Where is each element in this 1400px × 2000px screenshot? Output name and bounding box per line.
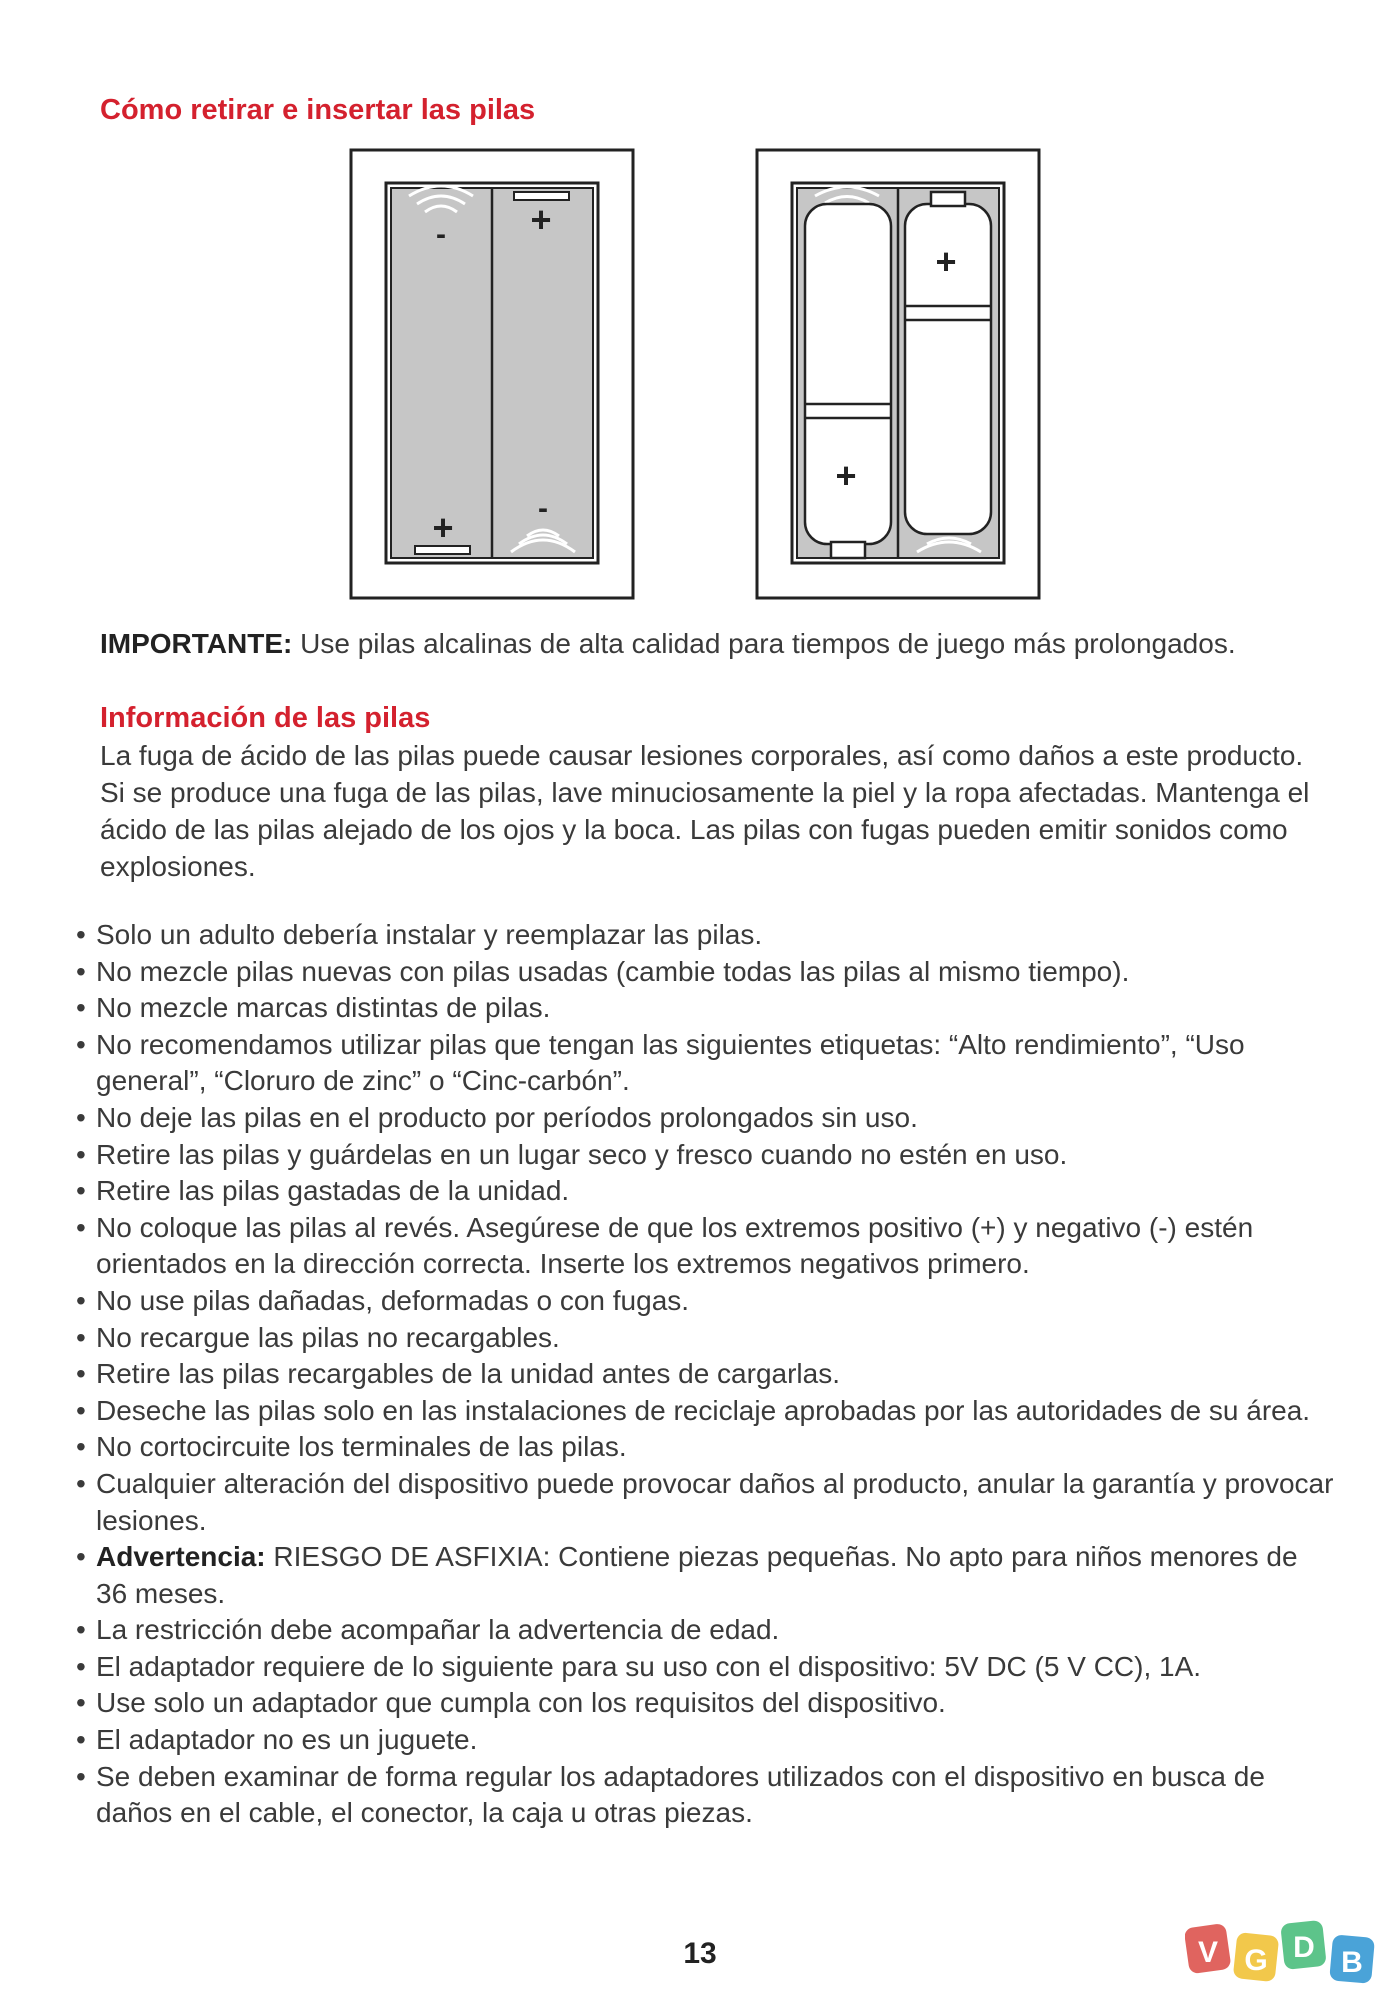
rule-text: El adaptador no es un juguete. bbox=[96, 1724, 478, 1756]
rule-text: No cortocircuite los terminales de las pilas. bbox=[96, 1431, 627, 1463]
rule-text: No recomendamos utilizar pilas que tengan las siguientes etiquetas: “Alto rendimiento”, “Uso general”, “Cloruro de zinc” o “Cinc-carbón”. bbox=[96, 1028, 1245, 1097]
rule-item bbox=[76, 1612, 1336, 1649]
section-title-battery-info: Información de las pilas bbox=[100, 702, 431, 734]
rule-item bbox=[76, 1722, 1336, 1759]
important-text: Use pilas alcalinas de alta calidad para tiempos de juego más prolongados. bbox=[292, 628, 1236, 659]
battery-left bbox=[805, 204, 891, 558]
rule-text: Solo un adulto debería instalar y reemplazar las pilas. bbox=[96, 919, 763, 950]
important-label: IMPORTANTE: bbox=[100, 628, 293, 659]
rule-text: El adaptador requiere de lo siguiente para su uso con el dispositivo: 5V DC (5 V CC), 1A. bbox=[96, 1650, 1202, 1682]
plus-sign: + bbox=[432, 507, 454, 548]
rule-text: Retire las pilas y guárdelas en un lugar seco y fresco cuando no estén en uso. bbox=[96, 1138, 1068, 1170]
minus-sign: - bbox=[436, 218, 446, 251]
vgdb-watermark-logo bbox=[1185, 1912, 1385, 1992]
rule-text: No recargue las pilas no recargables. bbox=[96, 1321, 560, 1353]
svg-text:G: G bbox=[1244, 1944, 1268, 1977]
minus-sign: - bbox=[538, 492, 548, 525]
plus-sign: + bbox=[835, 455, 857, 496]
important-note bbox=[100, 626, 1330, 662]
rule-item bbox=[76, 1429, 1336, 1466]
rule-text: Retire las pilas gastadas de la unidad. bbox=[96, 1175, 570, 1207]
rule-item bbox=[76, 1685, 1336, 1722]
rule-text: Deseche las pilas solo en las instalaciones de reciclaje aprobadas por las autoridades de su área. bbox=[96, 1394, 1311, 1426]
rule-item bbox=[76, 1393, 1336, 1430]
rule-item bbox=[76, 917, 1336, 954]
rule-item bbox=[76, 1210, 1336, 1283]
rule-text: No use pilas dañadas, deformadas o con fugas. bbox=[96, 1284, 690, 1316]
rule-item bbox=[76, 954, 1336, 991]
rule-item bbox=[76, 1356, 1336, 1393]
rule-text: Cualquier alteración del dispositivo puede provocar daños al producto, anular la garantía y provocar lesiones. bbox=[96, 1467, 1334, 1536]
empty-battery-compartment-diagram bbox=[349, 148, 635, 600]
plus-sign: + bbox=[530, 199, 552, 240]
rule-item bbox=[76, 1027, 1336, 1100]
rule-item bbox=[76, 1100, 1336, 1137]
rule-item bbox=[76, 1137, 1336, 1174]
battery-rules-list bbox=[76, 917, 1336, 1832]
rule-item bbox=[76, 1320, 1336, 1357]
page-number: 13 bbox=[683, 1937, 717, 1970]
svg-text:B: B bbox=[1341, 1946, 1363, 1979]
rule-text: Retire las pilas recargables de la unidad antes de cargarlas. bbox=[96, 1358, 840, 1390]
plus-sign: + bbox=[935, 241, 957, 282]
rule-text: No mezcle pilas nuevas con pilas usadas (cambie todas las pilas al mismo tiempo). bbox=[96, 955, 1130, 987]
svg-text:D: D bbox=[1293, 1931, 1315, 1964]
rule-text: Se deben examinar de forma regular los adaptadores utilizados con el dispositivo en busca de daños en el cable, el conector, la caja u otras piezas. bbox=[96, 1760, 1265, 1829]
rule-text: Use solo un adaptador que cumpla con los requisitos del dispositivo. bbox=[96, 1687, 946, 1719]
warning-label: Advertencia: bbox=[96, 1541, 266, 1573]
rule-text: No deje las pilas en el producto por períodos prolongados sin uso. bbox=[96, 1101, 918, 1133]
battery-insertion-diagram bbox=[755, 148, 1041, 600]
rule-item bbox=[76, 1283, 1336, 1320]
rule-item bbox=[76, 1649, 1336, 1686]
rule-item bbox=[76, 990, 1336, 1027]
svg-text:V: V bbox=[1197, 1936, 1219, 1969]
rule-item bbox=[76, 1759, 1336, 1832]
rule-item bbox=[76, 1539, 1336, 1612]
rule-text: No coloque las pilas al revés. Asegúrese de que los extremos positivo (+) y negativo (-) estén orientados en la dirección correcta. Inserte los extremos negativos primero. bbox=[96, 1211, 1254, 1280]
battery-info-paragraph: La fuga de ácido de las pilas puede causar lesiones corporales, así como daños a este producto. Si se produce una fuga de las pilas, lave minuciosamente la piel y la ropa afectadas. Mantenga el ácido de las pilas alejado de los ojos y la boca. Las pilas con fugas pueden emitir sonidos como explosiones. bbox=[100, 740, 1310, 882]
rule-text: La restricción debe acompañar la advertencia de edad. bbox=[96, 1614, 780, 1646]
section-title-remove-insert: Cómo retirar e insertar las pilas bbox=[100, 94, 536, 126]
rule-item bbox=[76, 1466, 1336, 1539]
rule-text: RIESGO DE ASFIXIA: Contiene piezas pequeñas. No apto para niños menores de 36 meses. bbox=[96, 1541, 1298, 1609]
rule-text: No mezcle marcas distintas de pilas. bbox=[96, 992, 551, 1024]
rule-item bbox=[76, 1173, 1336, 1210]
